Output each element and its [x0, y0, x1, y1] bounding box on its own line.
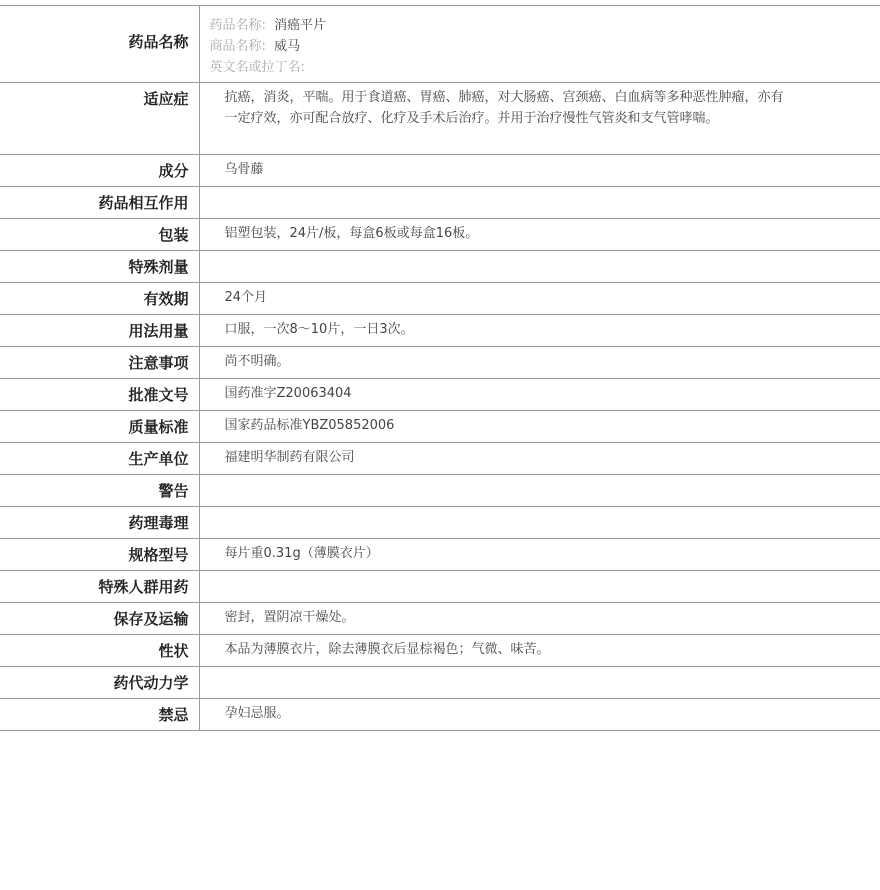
row-value: 福建明华制药有限公司 — [199, 443, 880, 475]
row-specification — [0, 539, 880, 571]
row-label: 有效期 — [0, 283, 199, 315]
row-value: 24个月 — [199, 283, 880, 315]
row-pharmacokinetics — [0, 667, 880, 699]
row-label: 生产单位 — [0, 443, 199, 475]
row-manufacturer — [0, 443, 880, 475]
row-description — [0, 635, 880, 667]
row-value — [199, 187, 880, 219]
row-value — [199, 475, 880, 507]
row-value: 密封，置阴凉干燥处。 — [199, 603, 880, 635]
row-warning — [0, 475, 880, 507]
row-label: 药品相互作用 — [0, 187, 199, 219]
generic-name-key: 药品名称: — [209, 18, 266, 33]
row-label: 特殊人群用药 — [0, 571, 199, 603]
row-label: 质量标准 — [0, 411, 199, 443]
row-special-dosage — [0, 251, 880, 283]
row-value — [199, 667, 880, 699]
trade-name-line — [210, 36, 789, 57]
row-label: 药理毒理 — [0, 507, 199, 539]
row-dosage — [0, 315, 880, 347]
english-name-key: 英文名或拉丁名: — [209, 60, 305, 75]
row-value: 孕妇忌服。 — [199, 699, 880, 731]
row-value — [199, 507, 880, 539]
row-value: 国药准字Z20063404 — [199, 379, 880, 411]
row-contraindications — [0, 699, 880, 731]
row-label: 药代动力学 — [0, 667, 199, 699]
row-interactions — [0, 187, 880, 219]
row-label: 性状 — [0, 635, 199, 667]
row-value — [199, 571, 880, 603]
trade-name-value: 威马 — [274, 39, 301, 54]
row-packaging — [0, 219, 880, 251]
row-value — [199, 251, 880, 283]
row-quality-standard — [0, 411, 880, 443]
row-value: 国家药品标准YBZ05852006 — [199, 411, 880, 443]
row-label: 药品名称 — [0, 6, 199, 83]
row-value: 铝塑包装，24片/板，每盒6板或每盒16板。 — [199, 219, 880, 251]
row-label: 适应症 — [0, 83, 199, 155]
row-precautions — [0, 347, 880, 379]
row-value: 本品为薄膜衣片，除去薄膜衣后显棕褐色；气微、味苦。 — [199, 635, 880, 667]
row-value: 口服，一次8～10片，一日3次。 — [199, 315, 880, 347]
row-ingredients — [0, 155, 880, 187]
row-label: 批准文号 — [0, 379, 199, 411]
trade-name-key: 商品名称: — [209, 39, 266, 54]
row-label: 注意事项 — [0, 347, 199, 379]
row-value: 尚不明确。 — [199, 347, 880, 379]
english-name-line — [210, 57, 789, 78]
row-pharmacology — [0, 507, 880, 539]
row-shelf-life — [0, 283, 880, 315]
row-label: 规格型号 — [0, 539, 199, 571]
row-indications — [0, 83, 880, 155]
row-approval-number — [0, 379, 880, 411]
row-storage — [0, 603, 880, 635]
row-value: 每片重0.31g（薄膜衣片） — [199, 539, 880, 571]
row-drug-name — [0, 6, 880, 83]
row-value: 抗癌，消炎，平喘。用于食道癌、胃癌、肺癌，对大肠癌、宫颈癌、白血病等多种恶性肿瘤，亦有一定疗效，亦可配合放疗、化疗及手术后治疗。并用于治疗慢性气管炎和支气管哮喘。 — [199, 83, 880, 155]
row-label: 禁忌 — [0, 699, 199, 731]
drug-name-cell — [199, 6, 880, 83]
row-label: 保存及运输 — [0, 603, 199, 635]
row-label: 特殊剂量 — [0, 251, 199, 283]
row-label: 成分 — [0, 155, 199, 187]
generic-name-value: 消癌平片 — [274, 18, 327, 33]
generic-name-line — [210, 15, 789, 36]
row-value: 乌骨藤 — [199, 155, 880, 187]
row-label: 用法用量 — [0, 315, 199, 347]
row-special-populations — [0, 571, 880, 603]
row-label: 警告 — [0, 475, 199, 507]
row-label: 包装 — [0, 219, 199, 251]
drug-info-table — [0, 5, 880, 731]
